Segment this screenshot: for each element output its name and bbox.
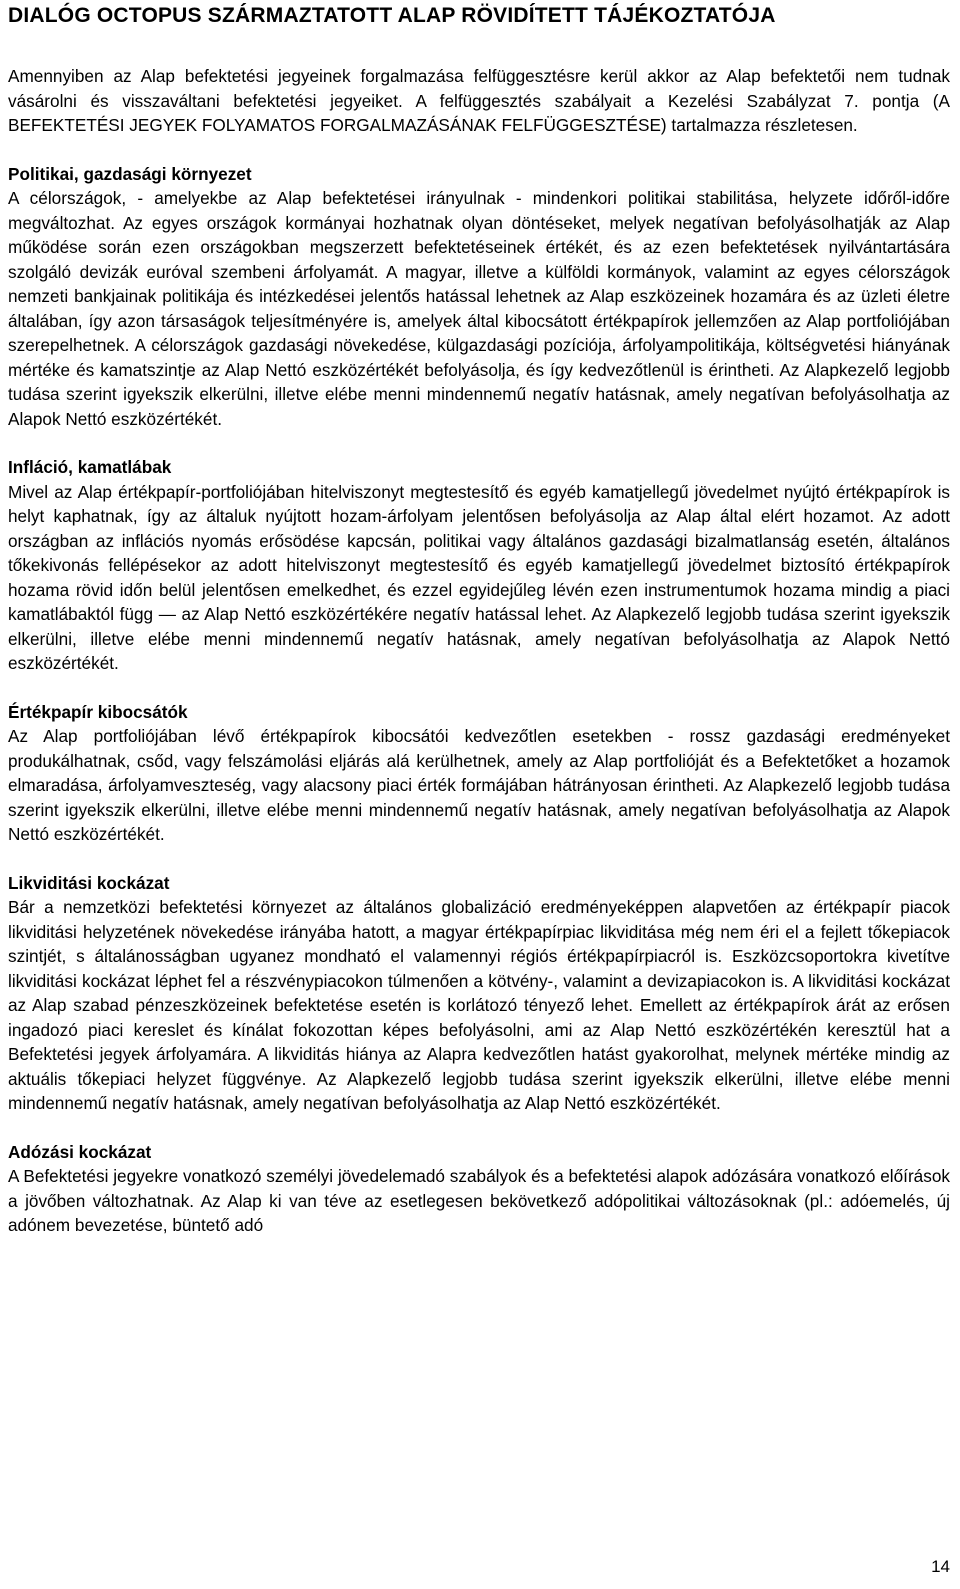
page-number: 14	[931, 1557, 950, 1576]
section-paragraph: A Befektetési jegyekre vonatkozó személyi jövedelemadó szabályok és a befektetési alapok adózására vonatkozó előírások a jövőben változhatnak. Az Alap ki van téve az esetlegesen bekövetkező adópolitikai változásoknak (pl.: adóemelés, új adónem bevezetése, büntető adó	[8, 1166, 950, 1235]
section-heading: Értékpapír kibocsátók	[8, 701, 188, 722]
section-heading: Politikai, gazdasági környezet	[8, 163, 252, 184]
section-issuers	[8, 700, 950, 847]
section-heading: Infláció, kamatlábak	[8, 457, 172, 477]
section-paragraph: Az Alap portfoliójában lévő értékpapírok kibocsátói kedvezőtlen esetekben - rossz gazdasági eredményeket produkálhatnak, csőd, vagy felszámolási eljárás alá kerülhetnek, amely az Alap portfolióját és a Befektetőket a hozamok elmaradása, árfolyamveszteség, vagy alacsony piaci érték formájában hátrányosan érintheti. Az Alapkezelő legjobb tudása szerint igyekszik elkerülni, illetve elébe menni mindennemű negatív hatásnak, amely negatívan befolyásolhatja az Alapok Nettó eszközértékét.	[8, 726, 950, 844]
document-body	[8, 64, 950, 1238]
section-paragraph: A célországok, - amelyekbe az Alap befektetései irányulnak - mindenkori politikai stabilitása, helyzete időről-időre megváltozhat. Az egyes országok kormányai hozhatnak olyan döntéseket, melyek negatívan befolyásolhatják az Alap működése során ezen országokban megszerzett befektetéseinek értékét, és az ezen befektetések nyilvántartására szolgáló devizák euróval szembeni árfolyamát. A magyar, illetve a külföldi kormányok, valamint az egyes célországok nemzeti bankjainak politikája és intézkedései jelentős hatással lehetnek az Alap eszközeinek hozamára és az üzleti életre általában, így azon társaságok teljesítményére is, amelyek által kibocsátott értékpapírok jellemzően az Alap portfoliójában szerepelhetnek. A célországok gazdasági növekedése, külgazdasági pozíciója, árfolyampolitikája, költségvetési hiányának mértéke és kamatszintje az Alap Nettó eszközértékét befolyásolja, és így kedvezőtlenül is érintheti. Az Alapkezelő legjobb tudása szerint igyekszik elkerülni, illetve elébe menni mindennemű negatív hatásnak, amely negatívan befolyásolhatja az Alapok Nettó eszközértékét.	[8, 188, 950, 429]
section-tax-risk	[8, 1140, 950, 1238]
section-paragraph: Mivel az Alap értékpapír-portfoliójában hitelviszonyt megtestesítő és egyéb kamatjellegű jövedelmet nyújtó értékpapírok is helyt kaphatnak, így az általuk nyújtott hozam-árfolyam jelentősen befolyásolja az Alap által elért hozamot. Az adott országban az inflációs nyomás erősödése kapcsán, politikai vagy általános gazdasági bizalmatlanság esetén, általános tőkekivonás fellépésekor az adott hitelviszonyt megtestesítő és egyéb kamatjellegű jövedelmet biztosító értékpapírok hozama rövid időn belül jelentősen emelkedhet, és ezzel egyidejűleg lévén ezen instrumentumok hozama mindig a piaci kamatlábaktól függ — az Alap Nettó eszközértékére negatív hatással lehet. Az Alapkezelő legjobb tudása szerint igyekszik elkerülni, illetve elébe menni mindennemű negatív hatásnak, amely negatívan befolyásolhatja az Alapok Nettó eszközértékét.	[8, 481, 950, 673]
section-political-economic	[8, 162, 950, 432]
intro-paragraph: Amennyiben az Alap befektetési jegyeinek forgalmazása felfüggesztésre kerül akkor az Alap befektetői nem tudnak vásárolni és visszaváltani befektetési jegyeiket. A felfüggesztés szabályait a Kezelési Szabályzat 7. pontja (A BEFEKTETÉSI JEGYEK FOLYAMATOS FORGALMAZÁSÁNAK FELFÜGGESZTÉSE) tartalmazza részletesen.	[8, 66, 950, 135]
section-liquidity-risk	[8, 871, 950, 1116]
document-title: DIALÓG OCTOPUS SZÁRMAZTATOTT ALAP RÖVIDÍTETT TÁJÉKOZTATÓJA	[8, 4, 776, 27]
section-heading: Adózási kockázat	[8, 1141, 152, 1162]
section-inflation-interest	[8, 455, 950, 676]
section-heading: Likviditási kockázat	[8, 872, 170, 893]
section-paragraph: Bár a nemzetközi befektetési környezet az általános globalizáció eredményeképpen alapvetően az értékpapír piacok likviditási helyzetének növekedése irányába hatott, a magyar értékpapírpiac likviditása még nem éri el a fejlett tőkepiacok szintjét, s általánosságban ugyanez mondható el valamennyi régiós értékpapírpiacról is. Eszközcsoportokra kivetítve likviditási kockázat léphet fel a részvénypiacokon túlmenően a kötvény-, valamint a devizapiacokon is. A likviditási kockázat az Alap szabad pénzeszközeinek befektetése esetén is korlátozó tényező lehet. Emellett az értékpapírok árát az erősen ingadozó piaci kereslet és kínálat fokozottan képes befolyásolni, ami az Alap Nettó eszközértékén keresztül hat a Befektetési jegyek árfolyamára. A likviditás hiánya az Alapra kedvezőtlen hatást gyakorolhat, melynek mértéke mindig az aktuális tőkepiaci helyzet függvénye. Az Alapkezelő legjobb tudása szerint igyekszik elkerülni, illetve elébe menni mindennemű negatív hatásnak, amely negatívan befolyásolhatja az Alap Nettó eszközértékét.	[8, 897, 950, 1113]
